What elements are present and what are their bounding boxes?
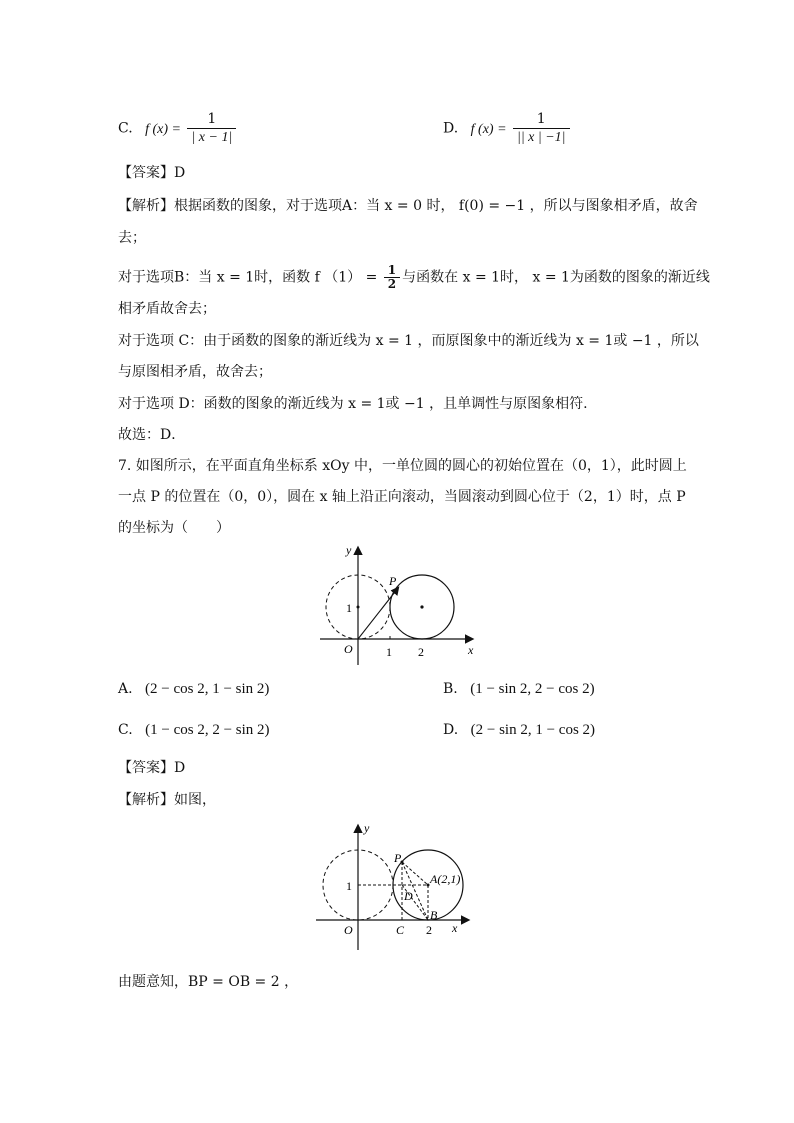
text-pre: 对于选项B：当 x = 1时，函数 f （1） = — [118, 269, 382, 286]
label-origin: O — [344, 923, 353, 937]
label-x-2: 2 — [418, 645, 424, 659]
label-y-1: 1 — [346, 879, 352, 893]
q7-stem-line1: 7. 如图所示，在平面直角坐标系 xOy 中，一单位圆的圆心的初始位置在（0，1），此时圆上 — [118, 458, 687, 474]
option-value: (2 − cos 2, 1 − sin 2) — [145, 681, 270, 697]
fraction — [187, 110, 236, 147]
q7-stem-line2: 一点 P 的位置在（0，0），圆在 x 轴上沿正向滚动，当圆滚动到圆心位于（2，1）时，点 P — [118, 489, 686, 505]
initial-center — [357, 606, 360, 609]
rolled-center — [420, 605, 423, 608]
option-value: (1 − sin 2, 2 − cos 2) — [470, 681, 595, 697]
rolling-circle-figure — [310, 540, 490, 670]
option-letter: A. — [118, 681, 133, 697]
option-letter: C. — [118, 722, 133, 738]
q7-option-c — [118, 720, 270, 740]
option-letter: C. — [118, 120, 133, 137]
q7-option-d — [443, 720, 595, 740]
denominator: 2 — [387, 277, 397, 291]
label-x-1: 1 — [386, 645, 392, 659]
analysis-tag: 【解析】 — [118, 198, 174, 214]
q7-answer: 【答案】D — [118, 760, 186, 776]
numerator: 1 — [384, 264, 400, 278]
label-x-2: 2 — [426, 923, 432, 937]
q6-option-d-line: 对于选项 D：函数的图象的渐近线为 x = 1或 −1 ，且单调性与原图象相符. — [118, 396, 588, 412]
label-b: B — [430, 908, 438, 922]
pa-dashed — [402, 862, 428, 885]
option-d-top — [443, 110, 572, 147]
label-y: y — [346, 543, 352, 557]
q6-option-b-line — [118, 264, 710, 291]
formula-lhs: f (x) = — [145, 121, 181, 137]
q7-stem-line3: 的坐标为（ ） — [118, 520, 230, 536]
q7-option-a — [118, 679, 269, 699]
analysis-text: 根据函数的图象，对于选项A：当 x = 0 时， f(0) = −1 ，所以与图象相矛盾，故舍 — [174, 198, 698, 214]
q6-option-c-line2: 与原图相矛盾，故舍去； — [118, 364, 272, 380]
label-d: D — [404, 889, 413, 903]
label-p: P — [389, 574, 397, 588]
q6-option-c-line: 对于选项 C：由于函数的图象的渐近线为 x = 1 ，而原图象中的渐近线为 x = 1或 −1 ，所以 — [118, 333, 699, 349]
q6-analysis-line1 — [118, 196, 698, 216]
label-y: y — [364, 821, 370, 835]
label-origin: O — [344, 642, 353, 656]
q7-analysis: 【解析】如图， — [118, 792, 216, 808]
q6-analysis-line1b: 去； — [118, 230, 146, 246]
label-y-1: 1 — [346, 601, 352, 615]
label-a: A(2,1) — [430, 872, 461, 886]
option-value: (2 − sin 2, 1 − cos 2) — [470, 722, 596, 738]
option-c-top — [118, 110, 238, 147]
formula-lhs: f (x) = — [470, 121, 507, 137]
q7-final-line: 由题意知，BP = OB = 2 ， — [118, 974, 299, 990]
q6-conclusion: 故选：D． — [118, 427, 186, 443]
option-letter: D. — [443, 722, 459, 738]
option-letter: B. — [443, 681, 458, 697]
numerator: 1 — [187, 110, 236, 129]
q7-option-b — [443, 679, 595, 699]
numerator: 1 — [513, 110, 570, 129]
fraction — [513, 110, 570, 147]
q6-option-b-line2: 相矛盾故舍去； — [118, 301, 216, 317]
option-value: (1 − cos 2, 2 − sin 2) — [145, 722, 270, 738]
label-x: x — [452, 921, 458, 935]
denominator: | x − 1| — [191, 130, 233, 145]
denominator: || x | −1| — [516, 130, 566, 145]
solution-figure — [308, 820, 488, 955]
q6-answer: 【答案】D — [118, 165, 186, 181]
fraction-half — [384, 264, 400, 291]
label-x: x — [468, 643, 474, 657]
label-p: P — [394, 851, 402, 865]
text-post: 与函数在 x = 1时， x = 1为函数的图象的渐近线 — [402, 269, 710, 286]
option-letter: D. — [443, 120, 459, 137]
label-c: C — [396, 923, 405, 937]
